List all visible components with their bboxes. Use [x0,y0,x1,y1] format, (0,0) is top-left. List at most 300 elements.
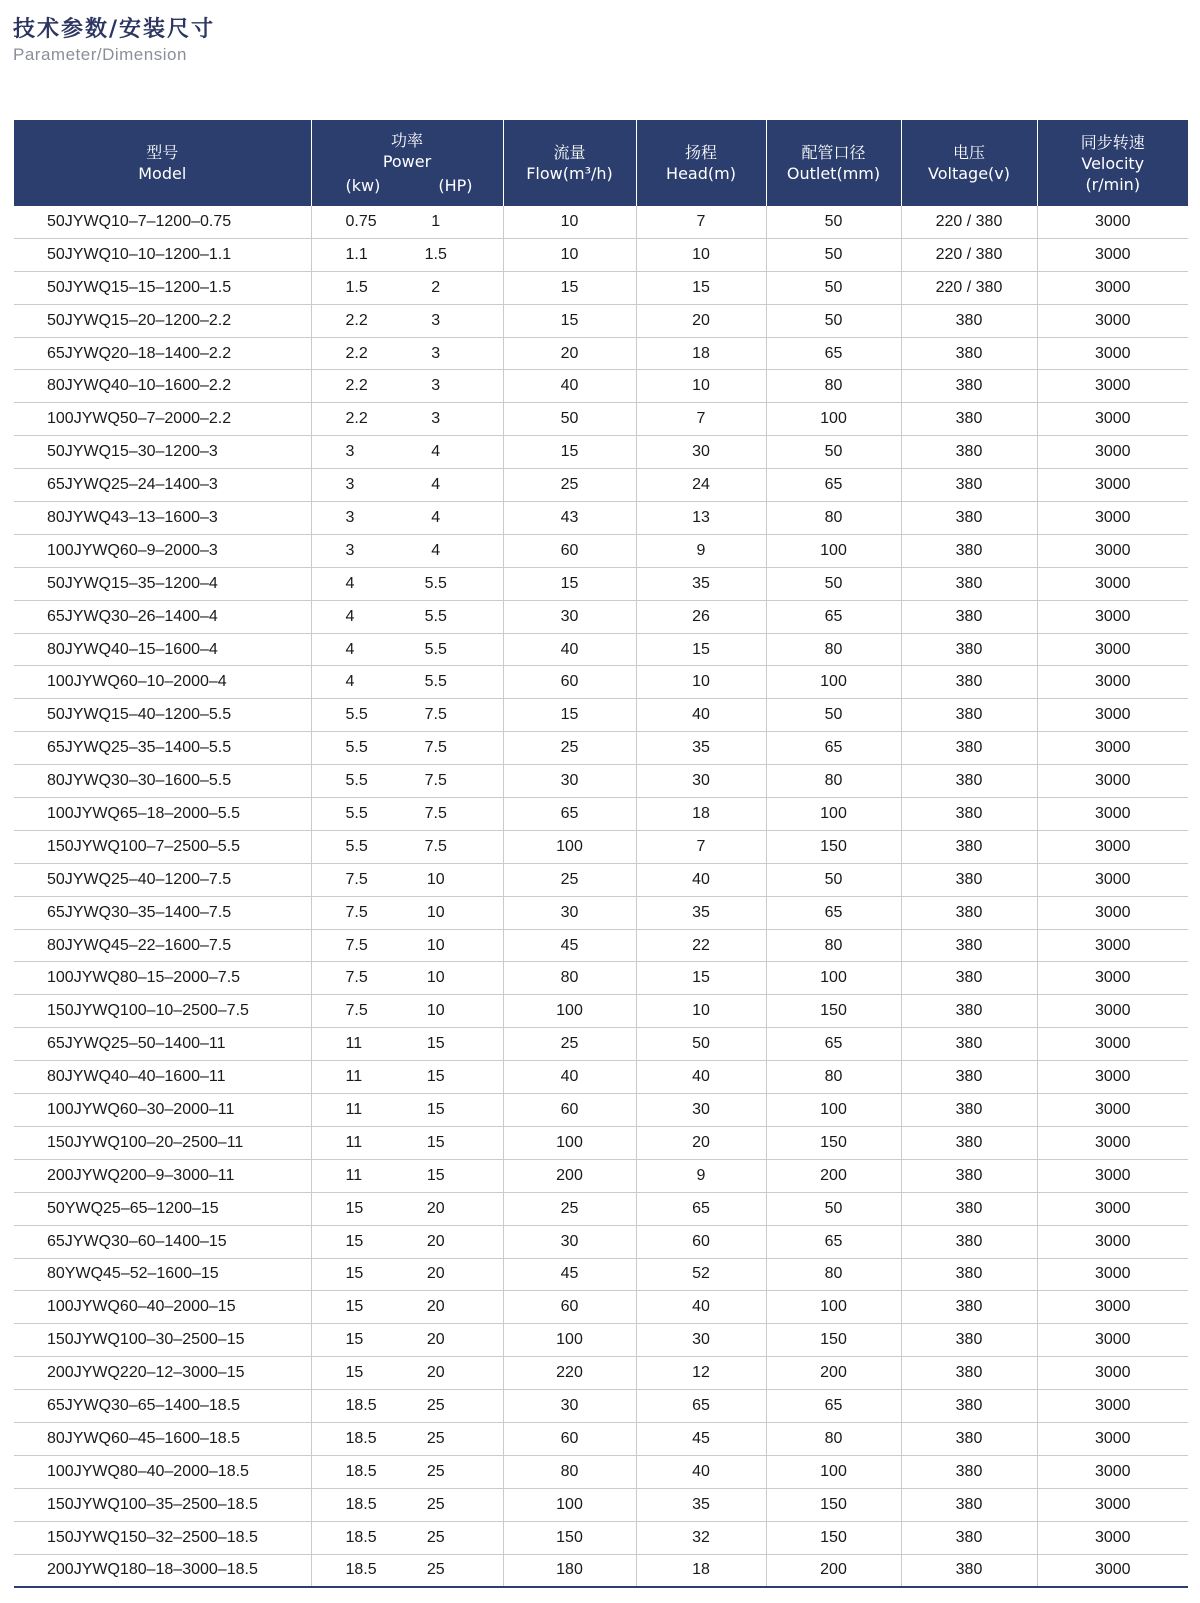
cell-model: 50JYWQ15–35–1200–4 [14,567,311,600]
cell-model: 50JYWQ15–30–1200–3 [14,436,311,469]
cell-power-kw: 4 [311,666,409,699]
cell-flow: 30 [503,600,636,633]
cell-flow: 80 [503,1455,636,1488]
cell-voltage: 380 [901,469,1037,502]
cell-velocity: 3000 [1037,337,1188,370]
cell-outlet: 200 [766,1554,901,1587]
cell-outlet: 100 [766,403,901,436]
cell-voltage: 380 [901,1324,1037,1357]
cell-outlet: 200 [766,1159,901,1192]
cell-velocity: 3000 [1037,1488,1188,1521]
cell-power-hp: 15 [409,1094,503,1127]
table-row [14,1291,1188,1324]
cell-velocity: 3000 [1037,502,1188,535]
cell-velocity: 3000 [1037,896,1188,929]
cell-flow: 15 [503,271,636,304]
cell-flow: 150 [503,1521,636,1554]
cell-power-hp: 10 [409,863,503,896]
cell-head: 15 [636,633,766,666]
cell-head: 35 [636,567,766,600]
cell-outlet: 50 [766,699,901,732]
cell-velocity: 3000 [1037,534,1188,567]
cell-outlet: 65 [766,469,901,502]
cell-velocity: 3000 [1037,830,1188,863]
cell-power-hp: 20 [409,1324,503,1357]
cell-power-kw: 15 [311,1357,409,1390]
cell-outlet: 65 [766,732,901,765]
cell-voltage: 380 [901,1094,1037,1127]
cell-power-hp: 20 [409,1225,503,1258]
cell-flow: 30 [503,765,636,798]
cell-voltage: 380 [901,1258,1037,1291]
cell-model: 50JYWQ15–40–1200–5.5 [14,699,311,732]
cell-outlet: 65 [766,337,901,370]
cell-voltage: 380 [901,502,1037,535]
cell-outlet: 80 [766,1061,901,1094]
cell-power-kw: 3 [311,469,409,502]
cell-velocity: 3000 [1037,238,1188,271]
table-row [14,502,1188,535]
cell-model: 65JYWQ30–35–1400–7.5 [14,896,311,929]
table-row [14,1225,1188,1258]
cell-outlet: 65 [766,1390,901,1423]
cell-power-hp: 10 [409,962,503,995]
cell-velocity: 3000 [1037,1291,1188,1324]
cell-power-kw: 3 [311,502,409,535]
cell-velocity: 3000 [1037,1258,1188,1291]
cell-voltage: 380 [901,1521,1037,1554]
cell-flow: 25 [503,1192,636,1225]
cell-flow: 80 [503,962,636,995]
cell-power-kw: 18.5 [311,1521,409,1554]
header-velocity [1037,120,1188,206]
header-power [311,120,503,206]
cell-model: 150JYWQ100–35–2500–18.5 [14,1488,311,1521]
cell-voltage: 380 [901,1028,1037,1061]
cell-velocity: 3000 [1037,1455,1188,1488]
cell-power-hp: 15 [409,1028,503,1061]
cell-model: 150JYWQ100–7–2500–5.5 [14,830,311,863]
table-row [14,206,1188,238]
cell-power-kw: 15 [311,1225,409,1258]
cell-flow: 40 [503,1061,636,1094]
cell-power-hp: 4 [409,502,503,535]
cell-voltage: 380 [901,1192,1037,1225]
cell-model: 50JYWQ15–15–1200–1.5 [14,271,311,304]
cell-velocity: 3000 [1037,1159,1188,1192]
cell-voltage: 380 [901,732,1037,765]
table-row [14,600,1188,633]
cell-power-kw: 7.5 [311,962,409,995]
cell-model: 80JYWQ40–40–1600–11 [14,1061,311,1094]
cell-outlet: 50 [766,1192,901,1225]
cell-model: 50YWQ25–65–1200–15 [14,1192,311,1225]
cell-head: 30 [636,1324,766,1357]
header-flow [503,120,636,206]
cell-outlet: 65 [766,1028,901,1061]
table-row [14,1422,1188,1455]
cell-power-hp: 3 [409,337,503,370]
cell-model: 200JYWQ220–12–3000–15 [14,1357,311,1390]
cell-velocity: 3000 [1037,403,1188,436]
cell-flow: 30 [503,1225,636,1258]
cell-outlet: 100 [766,1455,901,1488]
cell-voltage: 380 [901,567,1037,600]
cell-velocity: 3000 [1037,206,1188,238]
table-row [14,403,1188,436]
cell-flow: 15 [503,436,636,469]
cell-power-hp: 10 [409,995,503,1028]
cell-power-hp: 25 [409,1488,503,1521]
cell-velocity: 3000 [1037,1028,1188,1061]
cell-voltage: 380 [901,1390,1037,1423]
table-row [14,1455,1188,1488]
cell-power-hp: 20 [409,1357,503,1390]
cell-velocity: 3000 [1037,995,1188,1028]
header-velocity-en: Velocity [1081,153,1145,173]
cell-head: 20 [636,1126,766,1159]
cell-power-hp: 25 [409,1390,503,1423]
cell-head: 18 [636,1554,766,1587]
cell-velocity: 3000 [1037,600,1188,633]
cell-head: 10 [636,666,766,699]
cell-power-hp: 25 [409,1455,503,1488]
cell-power-kw: 11 [311,1061,409,1094]
cell-outlet: 100 [766,1291,901,1324]
cell-model: 50JYWQ25–40–1200–7.5 [14,863,311,896]
cell-head: 12 [636,1357,766,1390]
cell-outlet: 80 [766,502,901,535]
cell-head: 40 [636,699,766,732]
cell-flow: 180 [503,1554,636,1587]
cell-power-hp: 3 [409,370,503,403]
cell-outlet: 100 [766,1094,901,1127]
cell-power-kw: 7.5 [311,929,409,962]
cell-outlet: 150 [766,1324,901,1357]
cell-head: 10 [636,995,766,1028]
cell-head: 35 [636,896,766,929]
cell-outlet: 80 [766,1258,901,1291]
cell-flow: 220 [503,1357,636,1390]
cell-flow: 10 [503,238,636,271]
table-row [14,1488,1188,1521]
cell-model: 65JYWQ30–65–1400–18.5 [14,1390,311,1423]
cell-flow: 100 [503,995,636,1028]
cell-power-kw: 1.1 [311,238,409,271]
cell-voltage: 220 / 380 [901,238,1037,271]
cell-model: 200JYWQ200–9–3000–11 [14,1159,311,1192]
table-row [14,830,1188,863]
cell-model: 65JYWQ30–60–1400–15 [14,1225,311,1258]
table-row [14,666,1188,699]
cell-velocity: 3000 [1037,271,1188,304]
cell-power-hp: 5.5 [409,633,503,666]
cell-flow: 20 [503,337,636,370]
cell-head: 35 [636,1488,766,1521]
table-header-row [14,120,1188,206]
cell-voltage: 380 [901,534,1037,567]
cell-voltage: 380 [901,1159,1037,1192]
cell-outlet: 100 [766,534,901,567]
cell-power-hp: 10 [409,929,503,962]
header-voltage-cn: 电压 [952,143,985,162]
cell-model: 100JYWQ60–30–2000–11 [14,1094,311,1127]
cell-velocity: 3000 [1037,436,1188,469]
header-velocity-unit: (r/min) [1085,174,1141,194]
cell-voltage: 380 [901,929,1037,962]
cell-power-kw: 5.5 [311,732,409,765]
cell-power-kw: 18.5 [311,1455,409,1488]
cell-power-kw: 18.5 [311,1488,409,1521]
cell-power-kw: 11 [311,1028,409,1061]
header-model [14,120,311,206]
cell-power-hp: 5.5 [409,666,503,699]
cell-power-hp: 15 [409,1159,503,1192]
cell-flow: 100 [503,1324,636,1357]
cell-power-hp: 25 [409,1554,503,1587]
cell-power-kw: 0.75 [311,206,409,238]
table-row [14,732,1188,765]
cell-model: 150JYWQ100–30–2500–15 [14,1324,311,1357]
table-row [14,238,1188,271]
cell-power-hp: 7.5 [409,699,503,732]
cell-outlet: 150 [766,1521,901,1554]
cell-head: 30 [636,436,766,469]
cell-power-hp: 20 [409,1192,503,1225]
header-outlet [766,120,901,206]
cell-flow: 60 [503,1094,636,1127]
cell-power-kw: 15 [311,1258,409,1291]
cell-power-kw: 7.5 [311,995,409,1028]
cell-outlet: 100 [766,962,901,995]
cell-power-hp: 5.5 [409,567,503,600]
cell-model: 150JYWQ150–32–2500–18.5 [14,1521,311,1554]
cell-voltage: 380 [901,896,1037,929]
cell-head: 10 [636,238,766,271]
cell-voltage: 220 / 380 [901,271,1037,304]
cell-power-hp: 4 [409,469,503,502]
table-row [14,1126,1188,1159]
header-model-en: Model [138,164,187,183]
cell-outlet: 65 [766,1225,901,1258]
cell-flow: 15 [503,699,636,732]
table-row [14,995,1188,1028]
cell-velocity: 3000 [1037,1390,1188,1423]
table-row [14,962,1188,995]
cell-flow: 40 [503,633,636,666]
cell-power-kw: 18.5 [311,1390,409,1423]
cell-velocity: 3000 [1037,1192,1188,1225]
table-row [14,567,1188,600]
cell-model: 100JYWQ60–40–2000–15 [14,1291,311,1324]
cell-power-hp: 1.5 [409,238,503,271]
cell-voltage: 380 [901,666,1037,699]
cell-power-kw: 15 [311,1192,409,1225]
cell-head: 10 [636,370,766,403]
cell-outlet: 65 [766,896,901,929]
cell-velocity: 3000 [1037,929,1188,962]
cell-head: 30 [636,765,766,798]
parameter-table [14,120,1188,1588]
table-row [14,1061,1188,1094]
cell-head: 20 [636,304,766,337]
cell-model: 100JYWQ65–18–2000–5.5 [14,798,311,831]
cell-power-kw: 5.5 [311,699,409,732]
cell-head: 35 [636,732,766,765]
table-row [14,1390,1188,1423]
table-row [14,469,1188,502]
cell-velocity: 3000 [1037,962,1188,995]
cell-power-kw: 7.5 [311,863,409,896]
table-row [14,896,1188,929]
cell-power-hp: 7.5 [409,798,503,831]
cell-flow: 60 [503,1422,636,1455]
cell-model: 100JYWQ50–7–2000–2.2 [14,403,311,436]
header-head-cn: 扬程 [684,143,717,162]
cell-model: 65JYWQ30–26–1400–4 [14,600,311,633]
cell-power-kw: 11 [311,1159,409,1192]
cell-voltage: 380 [901,304,1037,337]
cell-flow: 25 [503,863,636,896]
table-row [14,798,1188,831]
cell-velocity: 3000 [1037,863,1188,896]
cell-outlet: 80 [766,633,901,666]
cell-power-hp: 7.5 [409,765,503,798]
cell-outlet: 100 [766,666,901,699]
header-power-en: Power [382,152,432,171]
parameter-table-container [14,120,1188,1588]
cell-velocity: 3000 [1037,1225,1188,1258]
cell-power-kw: 11 [311,1126,409,1159]
cell-power-kw: 15 [311,1291,409,1324]
cell-flow: 200 [503,1159,636,1192]
header-power-hp: (HP) [438,176,473,195]
cell-voltage: 380 [901,863,1037,896]
cell-voltage: 380 [901,1061,1037,1094]
cell-power-hp: 4 [409,436,503,469]
cell-model: 150JYWQ100–10–2500–7.5 [14,995,311,1028]
cell-voltage: 380 [901,1422,1037,1455]
cell-head: 40 [636,1455,766,1488]
cell-head: 9 [636,534,766,567]
table-row [14,1028,1188,1061]
cell-flow: 25 [503,469,636,502]
table-row [14,534,1188,567]
cell-head: 40 [636,863,766,896]
table-row [14,304,1188,337]
table-row [14,1192,1188,1225]
cell-model: 65JYWQ25–50–1400–11 [14,1028,311,1061]
cell-voltage: 380 [901,370,1037,403]
cell-power-kw: 18.5 [311,1554,409,1587]
cell-voltage: 380 [901,1357,1037,1390]
cell-velocity: 3000 [1037,1422,1188,1455]
header-model-cn: 型号 [146,143,179,162]
cell-flow: 15 [503,304,636,337]
cell-voltage: 380 [901,962,1037,995]
table-row [14,271,1188,304]
cell-velocity: 3000 [1037,1126,1188,1159]
table-row [14,863,1188,896]
cell-flow: 30 [503,896,636,929]
cell-voltage: 380 [901,600,1037,633]
cell-model: 50JYWQ10–10–1200–1.1 [14,238,311,271]
cell-head: 9 [636,1159,766,1192]
cell-velocity: 3000 [1037,666,1188,699]
cell-outlet: 50 [766,436,901,469]
cell-model: 100JYWQ80–40–2000–18.5 [14,1455,311,1488]
cell-voltage: 220 / 380 [901,206,1037,238]
cell-head: 50 [636,1028,766,1061]
cell-voltage: 380 [901,798,1037,831]
cell-voltage: 380 [901,1225,1037,1258]
cell-velocity: 3000 [1037,765,1188,798]
cell-power-hp: 3 [409,403,503,436]
cell-outlet: 150 [766,1488,901,1521]
header-flow-cn: 流量 [553,143,586,162]
cell-model: 200JYWQ180–18–3000–18.5 [14,1554,311,1587]
cell-head: 7 [636,830,766,863]
table-row [14,1554,1188,1587]
header-voltage-en: Voltage(v) [928,164,1010,183]
cell-outlet: 65 [766,600,901,633]
cell-power-hp: 25 [409,1422,503,1455]
cell-head: 26 [636,600,766,633]
header-outlet-cn: 配管口径 [801,143,866,162]
cell-power-hp: 1 [409,206,503,238]
cell-power-hp: 15 [409,1126,503,1159]
cell-model: 80JYWQ45–22–1600–7.5 [14,929,311,962]
cell-model: 100JYWQ60–10–2000–4 [14,666,311,699]
cell-power-hp: 3 [409,304,503,337]
cell-flow: 60 [503,1291,636,1324]
cell-model: 65JYWQ25–35–1400–5.5 [14,732,311,765]
table-row [14,436,1188,469]
cell-power-kw: 4 [311,567,409,600]
cell-velocity: 3000 [1037,1094,1188,1127]
table-row [14,337,1188,370]
cell-head: 45 [636,1422,766,1455]
cell-flow: 50 [503,403,636,436]
cell-voltage: 380 [901,699,1037,732]
cell-outlet: 150 [766,830,901,863]
table-row [14,1159,1188,1192]
table-row [14,1521,1188,1554]
table-row [14,929,1188,962]
cell-flow: 100 [503,1488,636,1521]
cell-head: 7 [636,403,766,436]
cell-flow: 15 [503,567,636,600]
cell-outlet: 50 [766,304,901,337]
cell-power-hp: 7.5 [409,732,503,765]
cell-model: 100JYWQ60–9–2000–3 [14,534,311,567]
page-subtitle: Parameter/Dimension [13,45,187,64]
header-head-en: Head(m) [666,164,736,183]
table-row [14,1357,1188,1390]
cell-power-kw: 5.5 [311,798,409,831]
cell-outlet: 150 [766,1126,901,1159]
cell-model: 80JYWQ40–10–1600–2.2 [14,370,311,403]
cell-power-kw: 1.5 [311,271,409,304]
header-power-cn: 功率 [390,131,423,150]
cell-power-hp: 25 [409,1521,503,1554]
cell-head: 60 [636,1225,766,1258]
table-row [14,699,1188,732]
cell-power-hp: 5.5 [409,600,503,633]
cell-velocity: 3000 [1037,370,1188,403]
cell-model: 65JYWQ25–24–1400–3 [14,469,311,502]
cell-head: 7 [636,206,766,238]
